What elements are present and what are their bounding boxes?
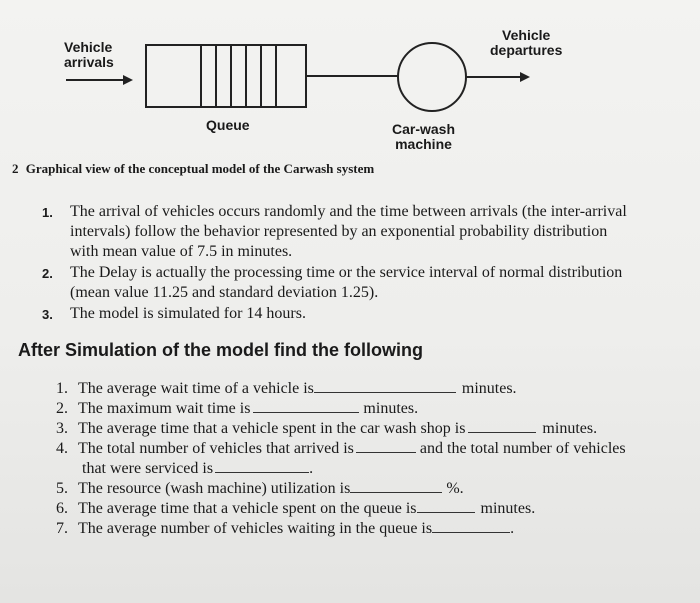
question-2-blank[interactable] bbox=[253, 398, 359, 413]
question-7-text: The average number of vehicles waiting in the queue is bbox=[78, 520, 433, 537]
question-3 bbox=[56, 418, 597, 439]
question-2-unit: minutes. bbox=[363, 400, 419, 417]
question-7-blank[interactable] bbox=[432, 518, 510, 533]
question-6 bbox=[56, 498, 535, 519]
assumption-1-number: 1. bbox=[42, 205, 53, 220]
question-6-text: The average time that a vehicle spent on the queue is bbox=[78, 500, 417, 517]
question-6-unit: minutes. bbox=[480, 500, 536, 517]
caption-marker: 2 bbox=[12, 161, 19, 176]
question-5-number: 5. bbox=[56, 480, 68, 497]
section-heading: After Simulation of the model find the following bbox=[18, 340, 423, 360]
question-4-blank-arrived[interactable] bbox=[356, 438, 416, 453]
question-3-unit: minutes. bbox=[542, 420, 598, 437]
question-3-text: The average time that a vehicle spent in the car wash shop is bbox=[78, 420, 466, 437]
question-1 bbox=[56, 378, 517, 399]
assumption-1-line-2: intervals) follow the behavior represented by an exponential probability distribution bbox=[70, 223, 608, 240]
carwash-machine-circle bbox=[398, 43, 466, 111]
question-2-number: 2. bbox=[56, 400, 68, 417]
assumption-2-line-1: The Delay is actually the processing time or the service interval of normal distribution bbox=[70, 264, 623, 281]
question-1-unit: minutes. bbox=[461, 380, 517, 397]
question-3-number: 3. bbox=[56, 420, 68, 437]
question-7 bbox=[56, 518, 514, 539]
question-7-number: 7. bbox=[56, 520, 68, 537]
question-4-line-2 bbox=[82, 458, 313, 479]
question-1-number: 1. bbox=[56, 380, 68, 397]
question-4-line-2-end: . bbox=[309, 460, 314, 477]
question-2 bbox=[56, 398, 418, 419]
question-5 bbox=[56, 478, 464, 499]
question-7-end: . bbox=[510, 520, 515, 537]
question-4 bbox=[56, 438, 626, 459]
question-3-blank[interactable] bbox=[468, 418, 536, 433]
question-5-unit: %. bbox=[446, 480, 464, 497]
question-4-continuation: and the total number of vehicles bbox=[419, 440, 626, 457]
assumption-1-line-3: with mean value of 7.5 in minutes. bbox=[70, 243, 293, 260]
figure-caption bbox=[12, 161, 374, 177]
assumption-3-number: 3. bbox=[42, 307, 53, 322]
question-6-number: 6. bbox=[56, 500, 68, 517]
assumption-2-line-2: (mean value 11.25 and standard deviation 1.25). bbox=[70, 284, 379, 301]
question-4-number: 4. bbox=[56, 440, 68, 457]
departure-arrowhead bbox=[520, 72, 530, 82]
assumption-3-line-1: The model is simulated for 14 hours. bbox=[70, 305, 306, 322]
question-4-line-2-text: that were serviced is bbox=[82, 460, 214, 477]
question-1-text: The average wait time of a vehicle is bbox=[78, 380, 314, 397]
question-5-text: The resource (wash machine) utilization is bbox=[78, 480, 351, 497]
question-4-text: The total number of vehicles that arrived is bbox=[78, 440, 354, 457]
vehicle-arrivals-label: Vehicle arrivals bbox=[64, 39, 114, 70]
question-1-blank[interactable] bbox=[314, 378, 456, 393]
arrival-arrowhead bbox=[123, 75, 133, 85]
vehicle-departures-label: Vehicle departures bbox=[490, 27, 563, 58]
question-2-text: The maximum wait time is bbox=[78, 400, 251, 417]
question-6-blank[interactable] bbox=[417, 498, 475, 513]
carwash-machine-label: Car-wash machine bbox=[392, 121, 456, 152]
queue-label: Queue bbox=[206, 117, 250, 133]
question-4-blank-serviced[interactable] bbox=[215, 458, 309, 473]
assumption-1-line-1: The arrival of vehicles occurs randomly and the time between arrivals (the inter-arrival bbox=[70, 203, 627, 220]
question-5-blank[interactable] bbox=[350, 478, 442, 493]
queue-box bbox=[146, 45, 306, 107]
caption-text: Graphical view of the conceptual model of the Carwash system bbox=[25, 161, 375, 176]
assumption-2-number: 2. bbox=[42, 266, 53, 281]
